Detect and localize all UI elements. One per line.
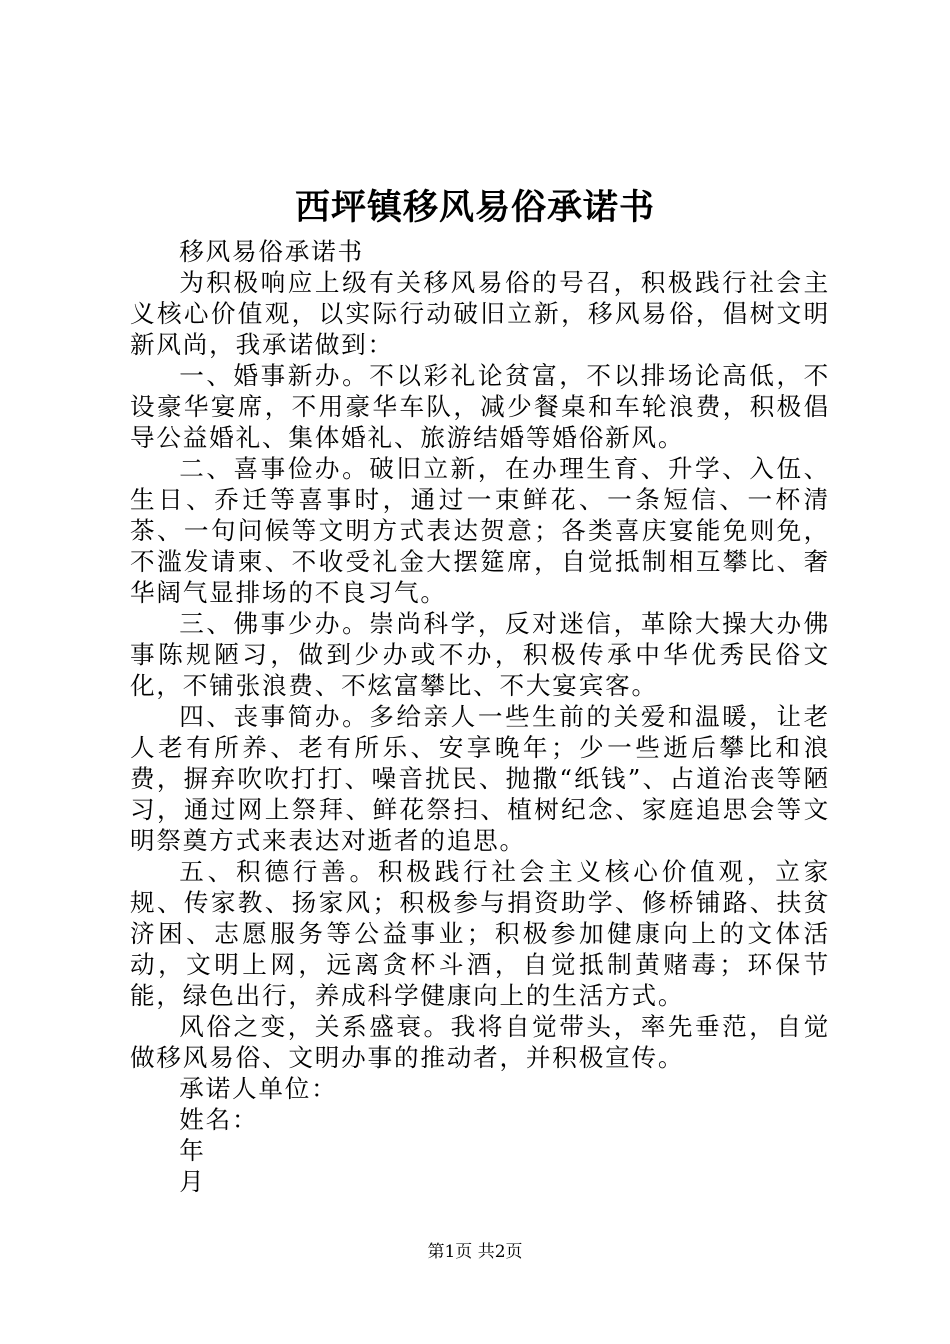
virtue-paragraph: 五、积德行善。积极践行社会主义核心价值观，立家规、传家教、扬家风；积极参与捐资助学、修桥铺路、扶贫济困、志愿服务等公益事业；积极参加健康向上的文体活动，文明上网，远离贪杯斗酒，自觉抵制黄赌毒；环保节能，绿色出行，养成科学健康向上的生活方式。 xyxy=(130,857,830,1010)
intro-paragraph: 为积极响应上级有关移风易俗的号召，积极践行社会主义核心价值观，以实际行动破旧立新，移风易俗，倡树文明新风尚，我承诺做到： xyxy=(130,268,830,359)
subtitle-paragraph: 移风易俗承诺书 xyxy=(179,237,364,266)
page-footer: 第1页 共2页 xyxy=(427,1242,523,1262)
name-line: 姓名： xyxy=(179,1105,259,1134)
document-title: 西坪镇移风易俗承诺书 xyxy=(294,187,655,228)
document-body xyxy=(130,236,830,1197)
closing-paragraph: 风俗之变，关系盛衰。我将自觉带头，率先垂范，自觉做移风易俗、文明办事的推动者，并积极宣传。 xyxy=(130,1012,830,1072)
year-line: 年 xyxy=(179,1136,206,1165)
signatory-unit-line: 承诺人单位： xyxy=(179,1074,338,1103)
funeral-paragraph: 四、丧事简办。多给亲人一些生前的关爱和温暖，让老人老有所养、老有所乐、安享晚年；少一些逝后攀比和浪费，摒弃吹吹打打、噪音扰民、抛撒“纸钱”、占道治丧等陋习，通过网上祭拜、鲜花祭扫、植树纪念、家庭追思会等文明祭奠方式来表达对逝者的追思。 xyxy=(130,702,830,855)
month-line: 月 xyxy=(179,1167,206,1196)
buddhist-affairs-paragraph: 三、佛事少办。崇尚科学，反对迷信，革除大操大办佛事陈规陋习，做到少办或不办，积极传承中华优秀民俗文化，不铺张浪费、不炫富攀比、不大宴宾客。 xyxy=(130,609,830,700)
celebration-paragraph: 二、喜事俭办。破旧立新，在办理生育、升学、入伍、生日、乔迁等喜事时，通过一束鲜花、一条短信、一杯清茶、一句问候等文明方式表达贺意；各类喜庆宴能免则免，不滥发请柬、不收受礼金大摆筵席，自觉抵制相互攀比、奢华阔气显排场的不良习气。 xyxy=(130,454,830,607)
wedding-paragraph: 一、婚事新办。不以彩礼论贫富，不以排场论高低，不设豪华宴席，不用豪华车队，减少餐桌和车轮浪费，积极倡导公益婚礼、集体婚礼、旅游结婚等婚俗新风。 xyxy=(130,361,830,452)
